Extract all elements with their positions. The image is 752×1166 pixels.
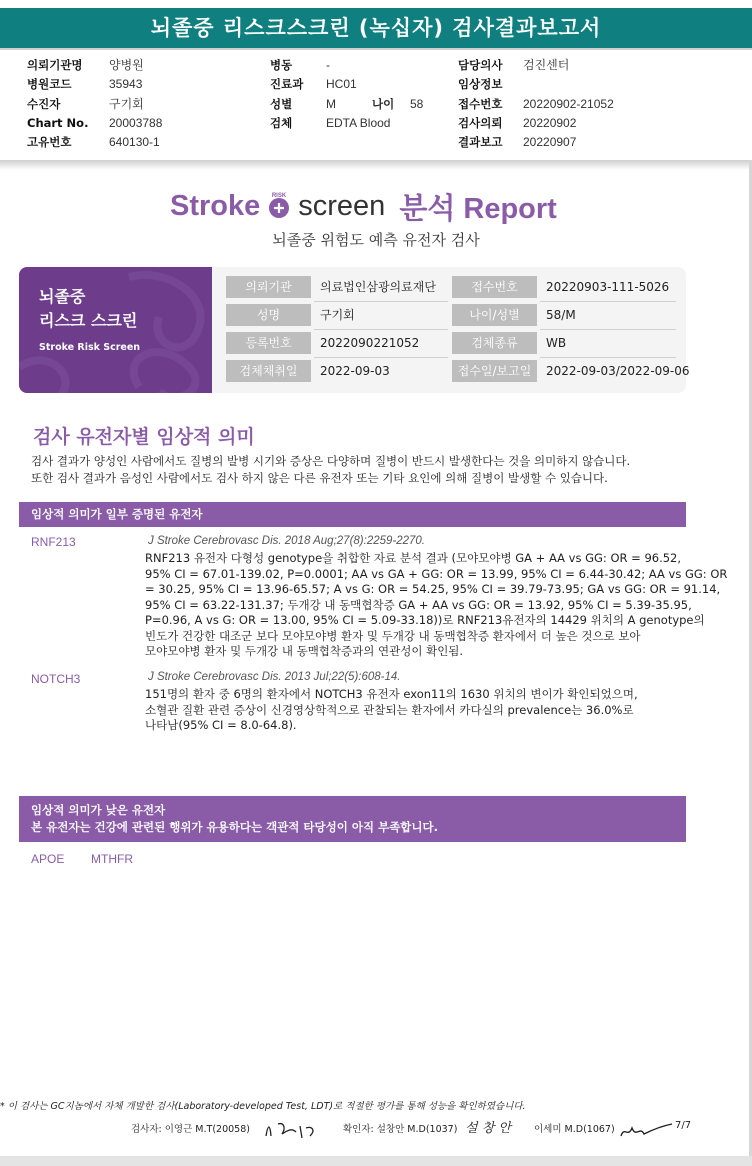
info-value: 2022090221052 [320, 336, 420, 350]
meta-label: 진료과 [270, 77, 304, 92]
info-value: 20220903-111-5026 [546, 280, 670, 294]
meta-label: 결과보고 [458, 135, 503, 150]
info-card-brand-panel [19, 267, 212, 393]
info-value: 58/M [546, 308, 576, 322]
info-label: 나이/성별 [452, 304, 537, 326]
header-divider [0, 48, 752, 50]
low-bar-title: 임상적 의미가 낮은 유전자 [31, 803, 166, 817]
info-label: 의뢰기관 [226, 276, 311, 298]
info-rule [314, 301, 448, 302]
low-bar-note: 본 유전자는 건강에 관련된 행위가 유용하다는 객관적 타당성이 아직 부족합니다. [31, 820, 438, 834]
meta-label: 검체 [270, 115, 293, 130]
confirmer-signature: 설 창 안 [465, 1121, 511, 1136]
meta-label: Chart No. [27, 115, 89, 130]
report-title-banner: 뇌졸중 리스크스크린 (녹십자) 검사결과보고서 [0, 8, 752, 48]
confirmer-text: 확인자: 설창안 M.D(1037) [343, 1124, 458, 1135]
desc-line: RNF213 유전자 다형성 genotype을 취합한 자료 분석 결과 (모야모야병 GA + AA vs GG: OR = 96.52, [145, 551, 682, 565]
desc-line: P=0.96, A vs G: OR = 13.00, 95% CI = 5.09-33.18))로 RNF213유전자의 14429 위치의 A genotype의 [145, 613, 705, 627]
page-number: 7/7 [675, 1120, 692, 1131]
proven-genes-bar: 임상적 의미가 일부 증명된 유전자 [19, 502, 686, 527]
brand-title [39, 285, 137, 333]
info-value: 2022-09-03 [320, 364, 390, 378]
meta-value: EDTA Blood [326, 115, 391, 130]
brand-title-line2: 리스크 스크린 [39, 311, 138, 330]
info-value: 2022-09-03/2022-09-06 [546, 364, 690, 378]
desc-line: 151명의 환자 중 6명의 환자에서 NOTCH3 유전자 exon11의 1630 위치의 변이가 확인되었으며, [145, 687, 638, 701]
gene-description [145, 551, 728, 660]
intro-line: 검사 결과가 양성인 사람에서도 질병의 발병 시기와 증상은 다양하며 질병이 반드시 발생한다는 것을 의미하지 않습니다. [31, 454, 631, 468]
meta-label: 담당의사 [458, 58, 503, 72]
meta-value: HC01 [326, 77, 357, 92]
third-signer-text: 이세미 M.D(1067) [534, 1124, 615, 1135]
risk-badge-icon [264, 191, 294, 221]
section-title: 검사 유전자별 임상적 의미 [33, 426, 255, 448]
section-intro [31, 453, 630, 487]
gene-citation: J Stroke Cerebrovasc Dis. 2013 Jul;22(5):608-14. [148, 671, 401, 683]
info-label: 접수번호 [452, 276, 537, 298]
info-value: WB [546, 336, 567, 350]
intro-line: 또한 검사 결과가 음성인 사람에서도 검사 하지 않은 다른 유전자 또는 기타 요인에 의해 질병이 발생할 수 있습니다. [31, 471, 608, 485]
meta-value: 검진센터 [523, 58, 570, 72]
logo-screen-text: screen [298, 189, 386, 222]
meta-value: 20220907 [523, 135, 577, 150]
meta-value: 20220902-21052 [523, 96, 614, 111]
meta-value: 20003788 [109, 115, 163, 130]
low-gene-name: APOE [31, 852, 65, 866]
brand-title-en: Stroke Risk Screen [39, 342, 141, 353]
meta-label: 성별 [270, 96, 293, 111]
desc-line: = 30.25, 95% CI = 13.96-65.57; A vs G: OR = 54.25, 95% CI = 39.79-73.95; GA vs GG: OR = 91.14, [145, 582, 721, 596]
ldt-footnote: * 이 검사는 GC지놈에서 자체 개발한 검사(Laboratory-developed Test, LDT)로 적절한 평가를 통해 성능을 확인하였습니다. [0, 1101, 526, 1112]
logo-report-text: 분석 Report [399, 192, 557, 225]
info-label: 성명 [226, 304, 311, 326]
desc-line: 95% CI = 63.22-131.37; 두개강 내 동맥협착증 GA + AA vs GG: OR = 13.92, 95% CI = 5.39-35.95, [145, 597, 692, 612]
patient-meta-col2 [270, 56, 423, 133]
patient-meta-col3 [458, 56, 614, 152]
low-gene-name: MTHFR [91, 852, 133, 866]
meta-label: 접수번호 [458, 96, 503, 111]
meta-value: - [326, 58, 330, 72]
patient-meta-col1 [27, 56, 162, 152]
meta-label: 병동 [270, 58, 293, 72]
age-label: 나이 [372, 96, 395, 111]
low-significance-bar [19, 796, 686, 842]
third-signature [618, 1118, 674, 1142]
page-top-shadow [0, 160, 752, 170]
info-rule [540, 301, 676, 302]
desc-line: 소혈관 질환 관련 증상이 신경영상학적으로 관찰되는 환자에서 카다실의 prevalence는 36.0%로 [145, 702, 634, 717]
gene-name: NOTCH3 [31, 672, 81, 686]
info-label: 등록번호 [226, 332, 311, 354]
gene-citation: J Stroke Cerebrovasc Dis. 2018 Aug;27(8):2259-2270. [148, 535, 426, 547]
meta-value: 640130-1 [109, 135, 160, 150]
desc-line: 빈도가 건강한 대조군 보다 모야모야병 환자 및 두개강 내 동맥협착증 환자에서 더 높은 것으로 보아 [145, 628, 641, 643]
desc-line: 나타남(95% CI = 8.0-64.8). [145, 718, 297, 732]
inspector-signature [262, 1118, 322, 1142]
info-rule [314, 357, 448, 358]
gene-description [145, 687, 695, 734]
brand-title-line1: 뇌졸중 [39, 287, 86, 306]
gene-name: RNF213 [31, 535, 76, 549]
info-value: 의료법인삼광의료재단 [320, 280, 436, 294]
meta-label: 고유번호 [27, 135, 72, 150]
inspector-text: 검사자: 이영근 M.T(20058) [131, 1124, 250, 1135]
info-label: 검체채취일 [226, 360, 311, 382]
info-rule [540, 357, 676, 358]
desc-line: 95% CI = 67.01-139.02, P=0.0001; AA vs GA + GG: OR = 13.99, 95% CI = 6.44-30.42; AA vs GG: OR [145, 566, 728, 581]
logo-stroke-text: Stroke [170, 189, 261, 222]
age-value: 58 [410, 96, 424, 111]
report-subtitle: 뇌졸중 위험도 예측 유전자 검사 [272, 231, 480, 249]
meta-value: 20220902 [523, 115, 577, 130]
meta-label: 의뢰기관명 [27, 58, 83, 72]
meta-label: 병원코드 [27, 77, 72, 92]
meta-label: 수진자 [27, 96, 61, 111]
stroke-risk-screen-logo [170, 186, 557, 226]
meta-label: 검사의뢰 [458, 115, 503, 130]
info-rule [540, 329, 676, 330]
info-label: 검체종류 [452, 332, 537, 354]
bottom-bar [0, 1156, 752, 1166]
meta-value: M [326, 96, 336, 111]
info-value: 구기회 [320, 308, 355, 322]
info-label: 접수일/보고일 [452, 360, 537, 382]
info-rule [314, 329, 448, 330]
meta-label: 임상정보 [458, 77, 503, 92]
risk-badge-text: RISK [272, 193, 287, 199]
meta-value: 35943 [109, 77, 143, 92]
desc-line: 모야모야병 환자 및 두개강 내 동맥협착증과의 연관성이 확인됨. [145, 644, 464, 658]
meta-value: 구기회 [109, 96, 144, 111]
meta-value: 양병원 [109, 58, 144, 72]
